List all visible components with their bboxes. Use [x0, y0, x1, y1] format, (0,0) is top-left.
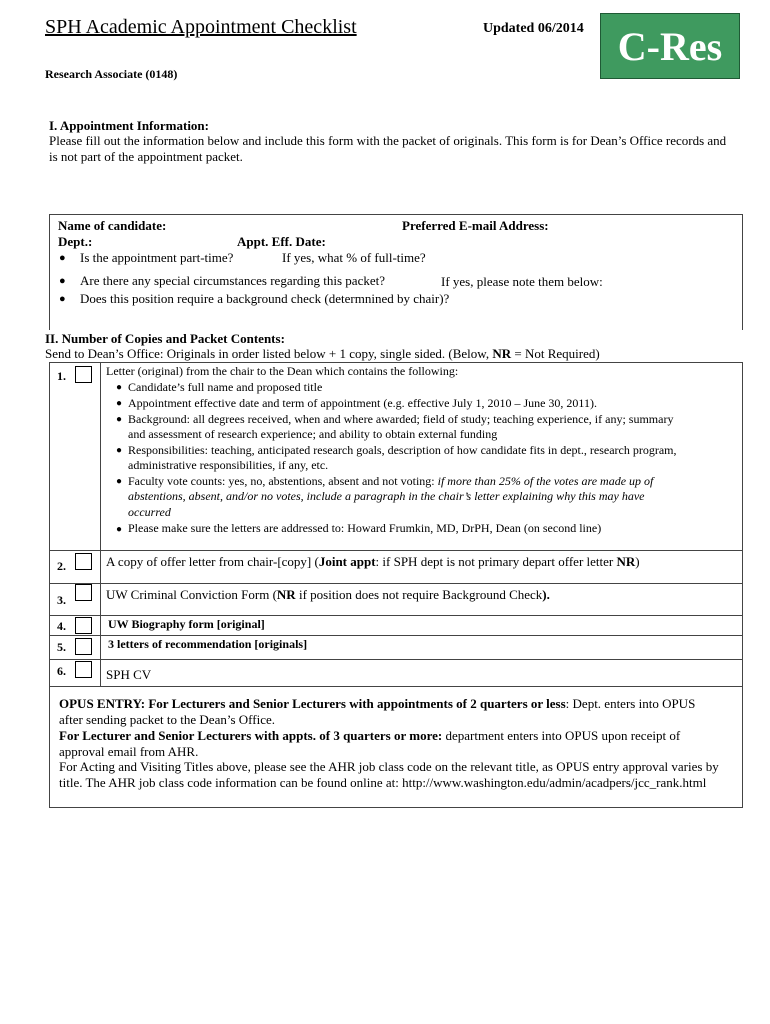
pct-question: If yes, what % of full-time? [282, 250, 426, 265]
background-check-question: Does this position require a background check (determnined by chair)? [80, 291, 450, 306]
item2-text: A copy of offer letter from chair-[copy] (Joint appt: if SPH dept is not primary depart offer letter NR) [106, 554, 640, 569]
opus-line: OPUS ENTRY: For Lecturers and Senior Lecturers with appointments of 2 quarters or less: Dept. enters into OPUS [59, 696, 696, 711]
row-divider [50, 635, 742, 636]
item1-bullet: Candidate’s full name and proposed title [128, 380, 323, 394]
item6-text: SPH CV [106, 667, 152, 682]
item1-bullet-cont: abstentions, absent, and/or no votes, include a paragraph in the chair’s letter explaining why this may have [128, 489, 645, 503]
dept-field-label: Dept.: [58, 234, 93, 249]
item-number: 2. [57, 559, 66, 573]
section1-heading: I. Appointment Information: [49, 118, 209, 133]
item3-checkbox[interactable] [75, 584, 92, 601]
row-divider [50, 659, 742, 660]
position-subtitle: Research Associate (0148) [45, 67, 178, 81]
bullet-icon: ● [116, 414, 123, 425]
updated-date: Updated 06/2014 [483, 21, 584, 36]
bullet-icon: ● [116, 476, 123, 487]
row-divider [50, 583, 742, 584]
opus-line: For Acting and Visiting Titles above, please see the AHR job class code on the relevant title, as OPUS entry approval varies by [59, 759, 719, 774]
item2-checkbox[interactable] [75, 553, 92, 570]
item1-bullet-cont: administrative responsibilities, if any, etc. [128, 458, 329, 472]
item1-bullet-cont: and assessment of research experience; and ability to obtain external funding [128, 427, 498, 441]
item4-text: UW Biography form [original] [108, 617, 265, 631]
column-divider [100, 363, 101, 687]
bullet-icon: ● [116, 398, 123, 409]
send-instructions: Send to Dean’s Office: Originals in order listed below + 1 copy, single sided. (Below, NR = Not Required) [45, 346, 600, 361]
row-divider [50, 686, 742, 687]
item1-checkbox[interactable] [75, 366, 92, 383]
item5-checkbox[interactable] [75, 638, 92, 655]
bullet-icon: ● [116, 445, 123, 456]
bullet-icon: ● [59, 252, 66, 264]
category-badge: C-Res [600, 13, 740, 79]
appointment-info-box [49, 214, 743, 330]
item-number: 6. [57, 664, 66, 678]
page-title: SPH Academic Appointment Checklist [45, 16, 357, 38]
packet-contents-table [49, 362, 743, 808]
item-number: 4. [57, 619, 66, 633]
opus-line: title. The AHR job class code information can be found online at: http://www.washington.edu/admin/acadpers/jcc_rank.html [59, 775, 707, 790]
row-divider [50, 550, 742, 551]
bullet-icon: ● [59, 293, 66, 305]
item1-bullet: Appointment effective date and term of appointment (e.g. effective July 1, 2010 – June 30, 2011). [128, 396, 597, 410]
section2-heading: II. Number of Copies and Packet Contents: [45, 331, 285, 346]
bullet-icon: ● [116, 382, 123, 393]
item1-text: Letter (original) from the chair to the Dean which contains the following: [106, 364, 459, 378]
name-field-label: Name of candidate: [58, 218, 167, 233]
opus-line: after sending packet to the Dean’s Office. [59, 712, 275, 727]
opus-line: approval email from AHR. [59, 744, 199, 759]
item1-bullet: Responsibilities: teaching, anticipated research goals, description of how candidate fits in dept., research program, [128, 443, 677, 457]
part-time-question: Is the appointment part-time? [80, 250, 234, 265]
opus-line: For Lecturer and Senior Lecturers with appts. of 3 quarters or more: department enters into OPUS upon receipt of [59, 728, 681, 743]
item6-checkbox[interactable] [75, 661, 92, 678]
item4-checkbox[interactable] [75, 617, 92, 634]
item1-bullet: Faculty vote counts: yes, no, abstentions, absent and not voting: if more than 25% of the votes are made up of [128, 474, 654, 488]
row-divider [50, 615, 742, 616]
special-circumstances-question: Are there any special circumstances regarding this packet? [80, 273, 385, 288]
item3-text: UW Criminal Conviction Form (NR if position does not require Background Check). [106, 587, 550, 602]
special-note-prompt: If yes, please note them below: [441, 274, 603, 289]
email-field-label: Preferred E-mail Address: [402, 218, 549, 233]
bullet-icon: ● [116, 524, 123, 535]
item5-text: 3 letters of recommendation [originals] [108, 637, 308, 651]
item1-bullet-cont: occurred [128, 505, 171, 519]
eff-date-field-label: Appt. Eff. Date: [237, 234, 326, 249]
item1-bullet: Please make sure the letters are addressed to: Howard Frumkin, MD, DrPH, Dean (on second line) [128, 521, 602, 535]
item-number: 3. [57, 593, 66, 607]
item1-bullet: Background: all degrees received, when and where awarded; field of study; teaching experience, if any; summary [128, 412, 674, 426]
bullet-icon: ● [59, 275, 66, 287]
item-number: 5. [57, 640, 66, 654]
section1-instructions: Please fill out the information below and include this form with the packet of originals. This form is for Dean’s Office records and is not part of the appointment packet. [49, 133, 727, 164]
item-number: 1. [57, 369, 66, 383]
